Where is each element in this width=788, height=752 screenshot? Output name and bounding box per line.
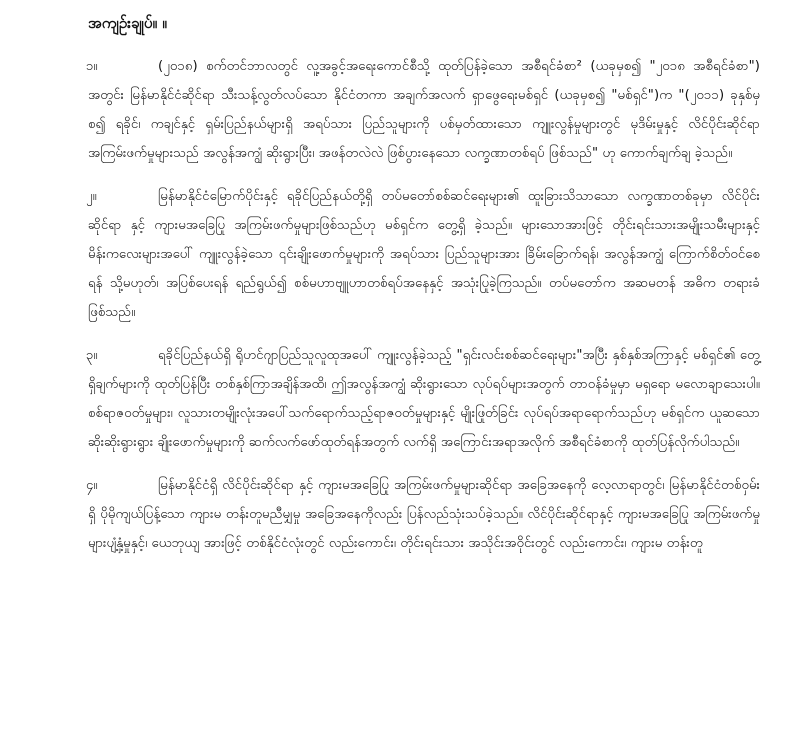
paragraph-number: ၁။ xyxy=(86,59,98,74)
paragraph-text: ရခိုင်ပြည်နယ်ရှိ ရိုဟင်ဂျာပြည်သူလူထုအပေါ် ကျူးလွန်ခဲ့သည့် "ရှင်းလင်းစစ်ဆင်ရေးများ"အပြီး နှစ်နှစ်အကြာနှင့် မစ်ရှင်၏ တွေ့ရှိချက်များကို ထုတ်ပြန်ပြီး တစ်နှစ်ကြာအချိန်အထိ၊ ဤအလွန်အကျွံ ဆိုးရွားသော လုပ်ရပ်များအတွက် တာဝန်ခံမှုမှာ မရှရော မလောချာသေးပါ။ စစ်ရာဇဝတ်မှုများ၊ လူသားတမျိုးလုံးအပေါ်သက်ရောက်သည့်ရာဇဝတ်မှုများနှင့် မျိုးဖြုတ်ခြင်း လုပ်ရပ်အရာရောက်သည်ဟု မစ်ရှင်က ယူဆသော ဆိုးဆိုးရွားရွား ချိုးဖောက်မှုများကို ဆက်လက်ဖော်ထုတ်ရန်အတွက် လက်ရှိ အကြောင်းအရာအလိုက် အစီရင်ခံစာကို ထုတ်ပြန်လိုက်ပါသည်။ xyxy=(88,348,760,450)
paragraph-3 xyxy=(88,341,760,457)
paragraph-number: ၂။ xyxy=(86,189,97,204)
document-heading: အကျဉ်းချုပ်။ ။ xyxy=(88,14,167,32)
paragraph-number: ၄။ xyxy=(86,478,98,493)
paragraph-text: (၂၀၁၈) စက်တင်ဘာလတွင် လူ့အခွင့်အရေးကောင်စီသို့ ထုတ်ပြန်ခဲ့သော အစီရင်ခံစာ² (ယခုမှစ၍ "၂၀၁၈ အစီရင်ခံစာ") အတွင်း မြန်မာနိုင်ငံဆိုင်ရာ သီးသန့်လွတ်လပ်သော နိုင်ငံတကာ အချက်အလက် ရှာဖွေရေးမစ်ရှင် (ယခုမှစ၍ "မစ်ရှင်")က "(၂၀၁၁) ခုနှစ်မှစ၍ ရခိုင်၊ ကချင်နှင့် ရှမ်းပြည်နယ်များရှိ အရပ်သား ပြည်သူများကို ပစ်မှတ်ထားသော ကျူးလွန်မှုများတွင် မုဒိမ်းမှုနှင့် လိင်ပိုင်းဆိုင်ရာ အကြမ်းဖက်မှုများသည် အလွန်အကျွံ ဆိုးရွားပြီး၊ အဖန်တလဲလဲ ဖြစ်ပွားနေသော လက္ခဏာတစ်ရပ် ဖြစ်သည်" ဟု ကောက်ချက်ချ ခဲ့သည်။ xyxy=(88,59,760,161)
paragraph-number: ၃။ xyxy=(86,348,98,363)
paragraph-text: မြန်မာနိုင်ငံရှိ လိင်ပိုင်းဆိုင်ရာ နှင့် ကျားမအခြေပြု အကြမ်းဖက်မှုများဆိုင်ရာ အခြေအနေကို လေ့လာရာတွင်၊ မြန်မာနိုင်ငံတစ်ဝှမ်းရှိ ပိုမိုကျယ်ပြန့်သော ကျားမ တန်းတူမညီမျှမှု အခြေအနေကိုလည်း ပြန်လည်သုံးသပ်ခဲ့သည်။ လိင်ပိုင်းဆိုင်ရာနှင့် ကျားမအခြေပြု အကြမ်းဖက်မှုများပျံ့နှံ့မှုနှင့်၊ ယေဘုယျ အားဖြင့် တစ်နိုင်ငံလုံးတွင် လည်းကောင်း၊ တိုင်းရင်းသား အသိုင်းအဝိုင်းတွင် လည်းကောင်း၊ ကျားမ တန်းတူ xyxy=(88,478,760,551)
paragraph-text: မြန်မာနိုင်ငံမြောက်ပိုင်းနှင့် ရခိုင်ပြည်နယ်တို့ရှိ တပ်မတော်စစ်ဆင်ရေးများ၏ ထူးခြားသိသာသော လက္ခဏာတစ်ခုမှာ လိင်ပိုင်းဆိုင်ရာ နှင့် ကျားမအခြေပြု အကြမ်းဖက်မှုများဖြစ်သည်ဟု မစ်ရှင်က တွေ့ရှိ ခဲ့သည်။ များသောအားဖြင့် တိုင်းရင်းသားအမျိုးသမီးများနှင့် မိန်းကလေးများအပေါ် ကျူးလွန်ခဲ့သော ၎င်းချိုးဖောက်မှုများကို အရပ်သား ပြည်သူများအား ခြိမ်းခြောက်ရန်၊ အလွန်အကျွံ ကြောက်စိတ်ဝင်စေရန် သို့မဟုတ်၊ အပြစ်ပေးရန် ရည်ရွယ်၍ စစ်မဟာဗျူဟာတစ်ရပ်အနေနှင့် အသုံးပြုခဲ့ကြသည်။ တပ်မတော်က အဆမတန် အဓိက တရားခံဖြစ်သည်။ xyxy=(88,189,760,320)
paragraph-4 xyxy=(88,471,760,558)
paragraph-1 xyxy=(88,52,760,168)
paragraph-2 xyxy=(88,182,760,327)
